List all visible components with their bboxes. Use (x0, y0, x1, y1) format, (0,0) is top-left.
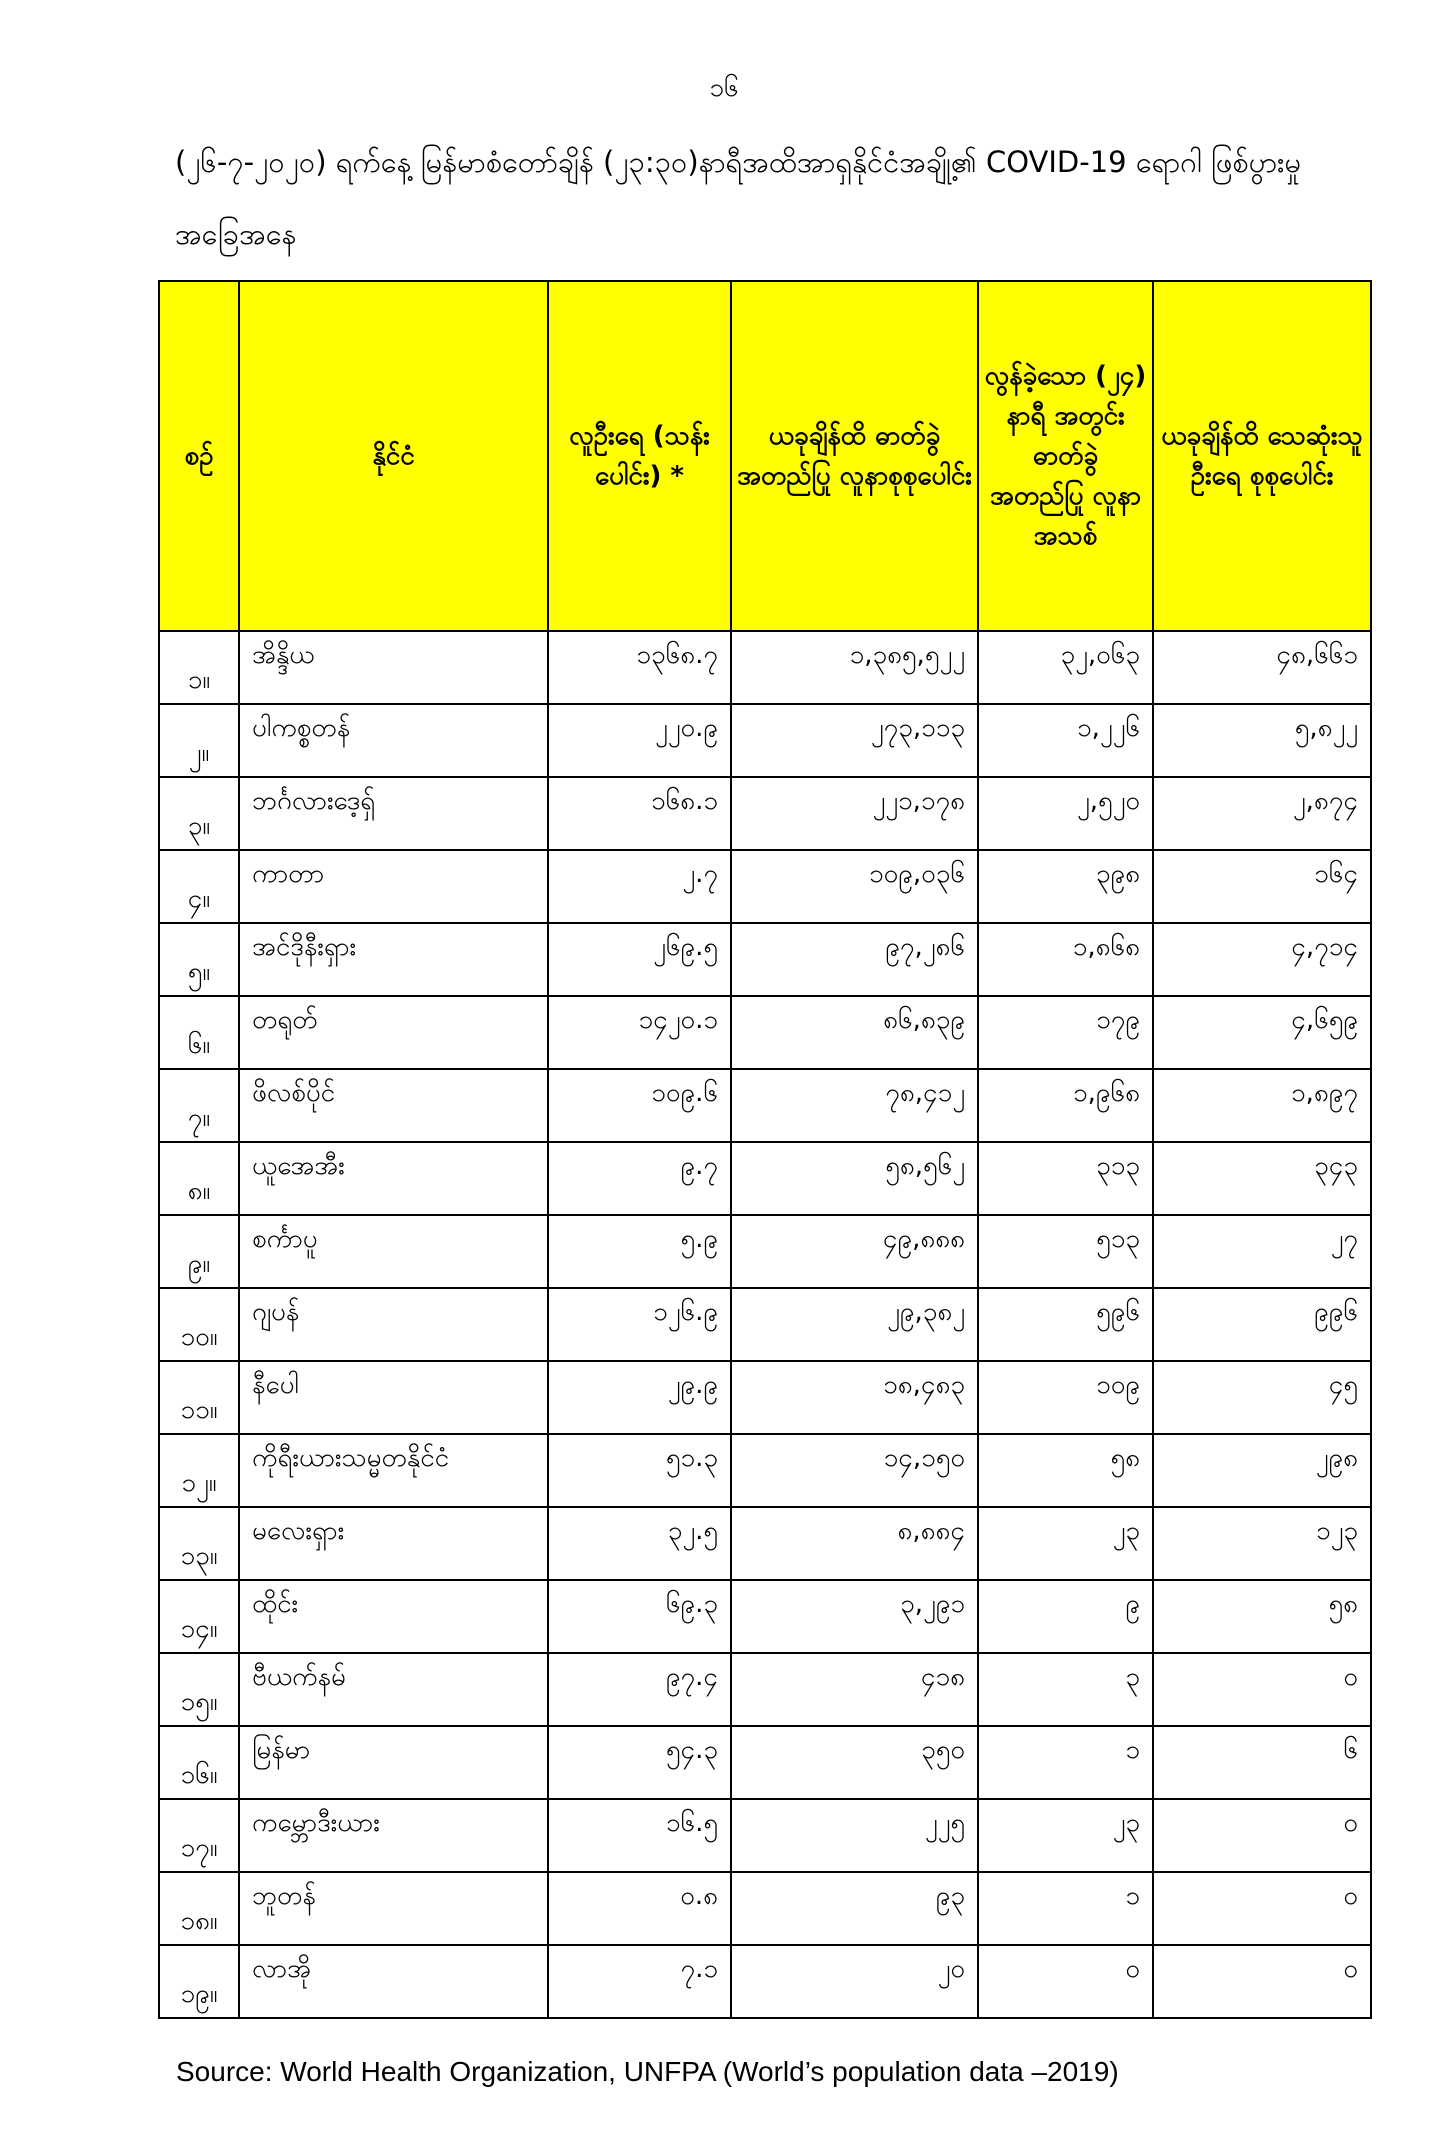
cell-total-cases: ၈၆,၈၃၉ (731, 996, 978, 1069)
cell-total-deaths: ၂၉၈ (1153, 1434, 1371, 1507)
cell-total-cases: ၁၈,၄၈၃ (731, 1361, 978, 1434)
cell-total-cases: ၂၇၃,၁၁၃ (731, 704, 978, 777)
cell-no: ၁၄။ (159, 1580, 239, 1653)
cell-population: ၂၂၀.၉ (548, 704, 731, 777)
table-row (159, 777, 1371, 850)
cell-country: မြန်မာ (239, 1726, 548, 1799)
cell-total-deaths: ၅၈ (1153, 1580, 1371, 1653)
cell-no: ၅။ (159, 923, 239, 996)
cell-new-cases: ၂၃ (978, 1507, 1153, 1580)
cell-total-cases: ၁,၃၈၅,၅၂၂ (731, 631, 978, 704)
cell-population: ၀.၈ (548, 1872, 731, 1945)
cell-country: ဘင်္ဂလားဒေ့ရှ် (239, 777, 548, 850)
cell-population: ၉.၇ (548, 1142, 731, 1215)
cell-country: ကမ္ဘောဒီးယား (239, 1799, 548, 1872)
cell-new-cases: ၁ (978, 1726, 1153, 1799)
page-number: ၁၆ (709, 73, 739, 103)
cell-country: ကိုရီးယားသမ္မတနိုင်ငံ (239, 1434, 548, 1507)
cell-total-deaths: ၀ (1153, 1945, 1371, 2018)
cell-no: ၆။ (159, 996, 239, 1069)
cell-no: ၂။ (159, 704, 239, 777)
table-row (159, 1215, 1371, 1288)
cell-new-cases: ၂,၅၂၀ (978, 777, 1153, 850)
cell-country: ဖိလစ်ပိုင် (239, 1069, 548, 1142)
cell-new-cases: ၁၀၉ (978, 1361, 1153, 1434)
cell-total-deaths: ၁၆၄ (1153, 850, 1371, 923)
cell-new-cases: ၁၇၉ (978, 996, 1153, 1069)
cell-population: ၇.၁ (548, 1945, 731, 2018)
cell-total-cases: ၃၅၀ (731, 1726, 978, 1799)
cell-country: ဗီယက်နမ် (239, 1653, 548, 1726)
header-country: နိုင်ငံ (239, 281, 548, 631)
cell-total-cases: ၇၈,၄၁၂ (731, 1069, 978, 1142)
cell-total-deaths: ၀ (1153, 1799, 1371, 1872)
table-row (159, 704, 1371, 777)
cell-new-cases: ၁,၈၆၈ (978, 923, 1153, 996)
table-row (159, 1142, 1371, 1215)
table-row (159, 1069, 1371, 1142)
cell-total-deaths: ၂,၈၇၄ (1153, 777, 1371, 850)
cell-total-cases: ၄၁၈ (731, 1653, 978, 1726)
table-row (159, 1945, 1371, 2018)
cell-total-cases: ၁၄,၁၅၀ (731, 1434, 978, 1507)
cell-new-cases: ၀ (978, 1945, 1153, 2018)
cell-new-cases: ၁,၂၂၆ (978, 704, 1153, 777)
header-no: စဉ် (159, 281, 239, 631)
cell-country: မလေးရှား (239, 1507, 548, 1580)
cell-country: တရုတ် (239, 996, 548, 1069)
cell-new-cases: ၅၁၃ (978, 1215, 1153, 1288)
table-row (159, 1580, 1371, 1653)
cell-new-cases: ၂၃ (978, 1799, 1153, 1872)
table-row (159, 1872, 1371, 1945)
cell-total-cases: ၅၈,၅၆၂ (731, 1142, 978, 1215)
cell-no: ၁၇။ (159, 1799, 239, 1872)
cell-new-cases: ၃၁၃ (978, 1142, 1153, 1215)
cell-total-deaths: ၆ (1153, 1726, 1371, 1799)
cell-total-cases: ၂၉,၃၈၂ (731, 1288, 978, 1361)
table-row (159, 923, 1371, 996)
cell-new-cases: ၉ (978, 1580, 1153, 1653)
cell-total-cases: ၂၂၁,၁၇၈ (731, 777, 978, 850)
cell-new-cases: ၅၈ (978, 1434, 1153, 1507)
cell-population: ၂.၇ (548, 850, 731, 923)
cell-population: ၁၆၈.၁ (548, 777, 731, 850)
table-row (159, 996, 1371, 1069)
table-row (159, 1653, 1371, 1726)
cell-population: ၅၄.၃ (548, 1726, 731, 1799)
cell-population: ၂၉.၉ (548, 1361, 731, 1434)
cell-population: ၃၂.၅ (548, 1507, 731, 1580)
page-title: (၂၆-၇-၂၀၂၀) ရက်နေ့ မြန်မာစံတော်ချိန် (၂၃:၃၀)နာရီအထိအာရှနိုင်ငံအချို့၏ COVID-19 ရောဂါ ဖြစ်ပွားမှုအခြေအနေ (175, 145, 1302, 251)
cell-total-deaths: ၄,၇၁၄ (1153, 923, 1371, 996)
cell-no: ၈။ (159, 1142, 239, 1215)
header-total-cases: ယခုချိန်ထိ ဓာတ်ခွဲအတည်ပြု လူနာစုစုပေါင်း (731, 281, 978, 631)
cell-population: ၉၇.၄ (548, 1653, 731, 1726)
cell-no: ၄။ (159, 850, 239, 923)
cell-population: ၁၂၆.၉ (548, 1288, 731, 1361)
cell-population: ၂၆၉.၅ (548, 923, 731, 996)
table-row (159, 631, 1371, 704)
covid-table (158, 280, 1372, 2019)
cell-country: ပါကစ္စတန် (239, 704, 548, 777)
cell-population: ၁၆.၅ (548, 1799, 731, 1872)
cell-country: လာအို (239, 1945, 548, 2018)
cell-total-cases: ၄၉,၈၈၈ (731, 1215, 978, 1288)
cell-country: ဂျပန် (239, 1288, 548, 1361)
cell-new-cases: ၃၂,၀၆၃ (978, 631, 1153, 704)
cell-no: ၁၅။ (159, 1653, 239, 1726)
cell-no: ၇။ (159, 1069, 239, 1142)
cell-population: ၅.၉ (548, 1215, 731, 1288)
cell-total-deaths: ၄၈,၆၆၁ (1153, 631, 1371, 704)
cell-population: ၁၃၆၈.၇ (548, 631, 731, 704)
cell-new-cases: ၃ (978, 1653, 1153, 1726)
cell-no: ၁၁။ (159, 1361, 239, 1434)
table-row (159, 1799, 1371, 1872)
table-row (159, 1507, 1371, 1580)
cell-total-cases: ၃,၂၉၁ (731, 1580, 978, 1653)
cell-no: ၃။ (159, 777, 239, 850)
cell-total-cases: ၉၇,၂၈၆ (731, 923, 978, 996)
cell-no: ၁၈။ (159, 1872, 239, 1945)
header-new-cases: လွန်ခဲ့သော (၂၄) နာရီ အတွင်း ဓာတ်ခွဲ အတည်ပြု လူနာအသစ် (978, 281, 1153, 631)
cell-no: ၁။ (159, 631, 239, 704)
cell-country: စင်္ကာပူ (239, 1215, 548, 1288)
cell-country: အင်ဒိုနီးရှား (239, 923, 548, 996)
cell-no: ၁၀။ (159, 1288, 239, 1361)
table-row (159, 1361, 1371, 1434)
cell-new-cases: ၁,၉၆၈ (978, 1069, 1153, 1142)
cell-country: ဘူတန် (239, 1872, 548, 1945)
cell-total-deaths: ၀ (1153, 1872, 1371, 1945)
cell-country: နီပေါ (239, 1361, 548, 1434)
cell-total-deaths: ၅,၈၂၂ (1153, 704, 1371, 777)
table-row (159, 1434, 1371, 1507)
cell-country: ယူအေအီး (239, 1142, 548, 1215)
cell-total-deaths: ၄,၆၅၉ (1153, 996, 1371, 1069)
cell-no: ၉။ (159, 1215, 239, 1288)
cell-population: ၁၄၂၀.၁ (548, 996, 731, 1069)
cell-total-deaths: ၁,၈၉၇ (1153, 1069, 1371, 1142)
cell-total-deaths: ၀ (1153, 1653, 1371, 1726)
cell-country: အိန္ဒိယ (239, 631, 548, 704)
cell-population: ၁၀၉.၆ (548, 1069, 731, 1142)
cell-country: ကာတာ (239, 850, 548, 923)
cell-new-cases: ၁ (978, 1872, 1153, 1945)
cell-total-deaths: ၂၇ (1153, 1215, 1371, 1288)
cell-no: ၁၃။ (159, 1507, 239, 1580)
table-row (159, 1726, 1371, 1799)
cell-total-cases: ၂၂၅ (731, 1799, 978, 1872)
table-row (159, 850, 1371, 923)
cell-total-deaths: ၃၄၃ (1153, 1142, 1371, 1215)
cell-no: ၁၉။ (159, 1945, 239, 2018)
cell-total-cases: ၂၀ (731, 1945, 978, 2018)
cell-new-cases: ၅၉၆ (978, 1288, 1153, 1361)
cell-no: ၁၆။ (159, 1726, 239, 1799)
table-header-row (159, 281, 1371, 631)
cell-total-deaths: ၄၅ (1153, 1361, 1371, 1434)
header-total-deaths: ယခုချိန်ထိ သေဆုံးသူဦးရေ စုစုပေါင်း (1153, 281, 1371, 631)
cell-population: ၆၉.၃ (548, 1580, 731, 1653)
header-population: လူဦးရေ (သန်းပေါင်း) * (548, 281, 731, 631)
cell-population: ၅၁.၃ (548, 1434, 731, 1507)
cell-total-cases: ၉၃ (731, 1872, 978, 1945)
cell-total-deaths: ၉၉၆ (1153, 1288, 1371, 1361)
table-row (159, 1288, 1371, 1361)
cell-total-cases: ၈,၈၈၄ (731, 1507, 978, 1580)
cell-total-deaths: ၁၂၃ (1153, 1507, 1371, 1580)
cell-new-cases: ၃၉၈ (978, 850, 1153, 923)
cell-country: ထိုင်း (239, 1580, 548, 1653)
cell-total-cases: ၁၀၉,၀၃၆ (731, 850, 978, 923)
source-note: Source: World Health Organization, UNFPA (World’s population data –2019) (176, 2056, 1119, 2087)
cell-no: ၁၂။ (159, 1434, 239, 1507)
